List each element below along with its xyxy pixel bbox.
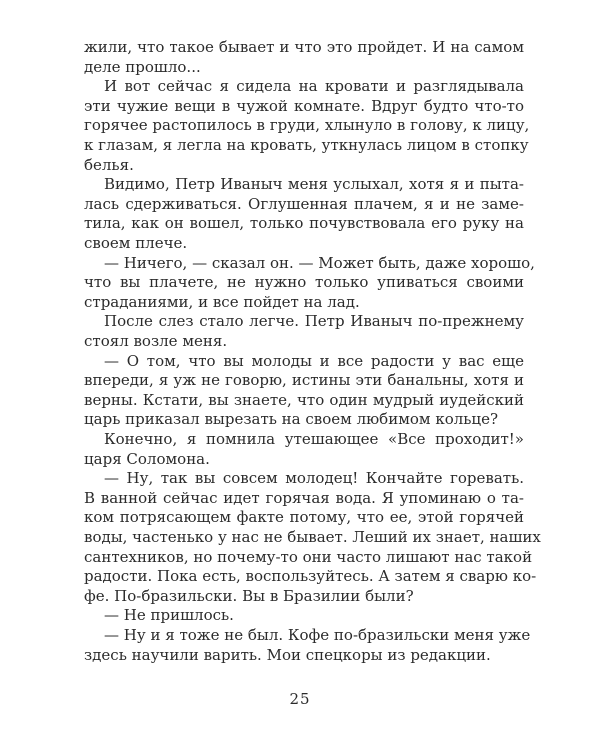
text-line: страданиями, и все пойдет на лад. xyxy=(84,292,360,311)
text-line: радости. Пока есть, воспользуйтесь. А затем я сварю ко- xyxy=(84,567,537,586)
text-line: После слез стало легче. Петр Иваныч по-прежнему xyxy=(104,312,524,331)
text-line: верны. Кстати, вы знаете, что один мудрый иудейский xyxy=(84,390,524,409)
text-line: фе. По-бразильски. Вы в Бразилии были? xyxy=(84,586,414,605)
text-line: белья. xyxy=(84,155,134,174)
text-line: лась сдерживаться. Оглушенная плачем, я и не заме- xyxy=(84,194,524,213)
text-line: что вы плачете, не нужно только упиваться своими xyxy=(84,273,524,292)
text-line: своем плече. xyxy=(84,234,188,252)
text-line: — О том, что вы молоды и все радости у вас еще xyxy=(104,351,524,370)
text-line: воды, частенько у нас не бывает. Леший их знает, наших xyxy=(84,528,541,546)
text-line: сантехников, но почему-то они часто лишают нас такой xyxy=(84,547,533,566)
text-line: И вот сейчас я сидела на кровати и разглядывала xyxy=(104,77,524,96)
text-line: В ванной сейчас идет горячая вода. Я упоминаю о та- xyxy=(84,488,524,507)
page-number: 25 xyxy=(289,690,311,708)
text-line: — Не пришлось. xyxy=(104,606,234,625)
text-line: к глазам, я легла на кровать, уткнулась лицом в стопку xyxy=(84,136,529,154)
text-line: стоял возле меня. xyxy=(84,332,228,350)
text-line: — Ничего, — сказал он. — Может быть, даже хорошо, xyxy=(104,253,535,272)
text-line: здесь научили варить. Мои спецкоры из редакции. xyxy=(84,645,491,664)
text-line: Видимо, Петр Иваныч меня услыхал, хотя я и пыта- xyxy=(104,175,524,194)
text-line: — Ну и я тоже не был. Кофе по-бразильски меня уже xyxy=(104,626,531,644)
text-line: царь приказал вырезать на своем любимом кольце? xyxy=(84,410,498,429)
text-line: эти чужие вещи в чужой комнате. Вдруг будто что-то xyxy=(84,96,524,115)
text-line: жили, что такое бывает и что это пройдет. И на самом xyxy=(84,38,524,56)
text-line: Конечно, я помнила утешающее «Все проходит!» xyxy=(104,430,524,448)
text-line: горячее растопилось в груди, хлынуло в голову, к лицу, xyxy=(84,116,530,135)
text-line: тила, как он вошел, только почувствовала его руку на xyxy=(84,214,524,233)
text-line: ком потрясающем факте потому, что ее, этой горячей xyxy=(84,508,524,527)
text-line: царя Соломона. xyxy=(84,449,210,468)
text-line: впереди, я уж не говорю, истины эти банальны, хотя и xyxy=(84,371,524,390)
text-line: деле прошло... xyxy=(84,57,201,76)
text-line: — Ну, так вы совсем молодец! Кончайте горевать. xyxy=(104,469,524,488)
